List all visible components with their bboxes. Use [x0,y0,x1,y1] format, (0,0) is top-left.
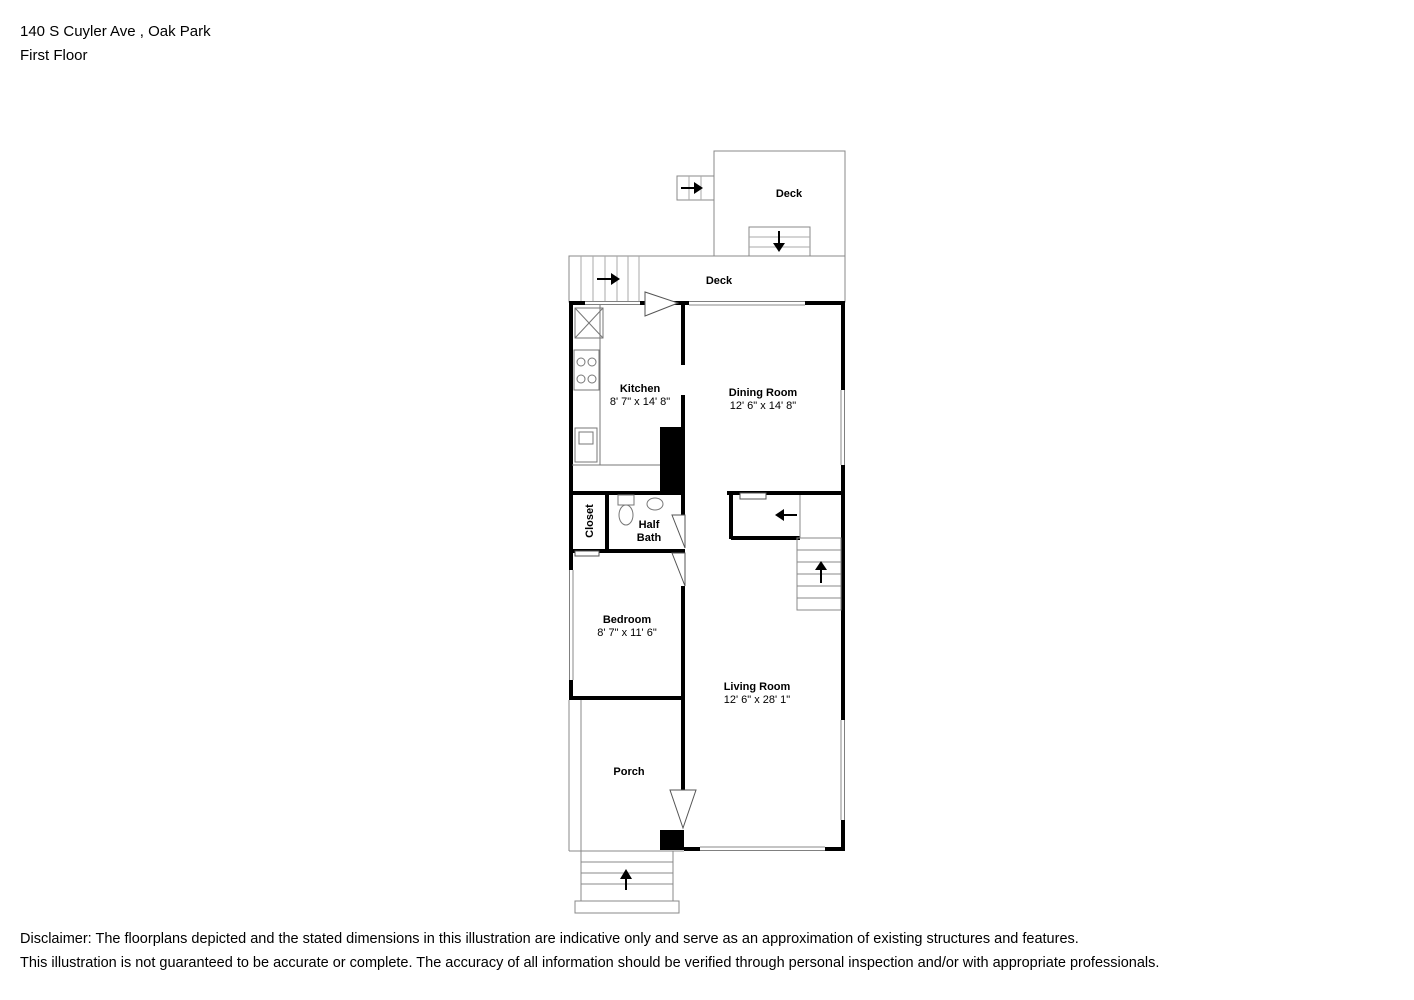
sink-icon [575,428,597,462]
bedroom-dims: 8' 7" x 11' 6" [597,627,657,639]
porch-label: Porch [613,766,645,778]
closet-label: Closet [584,504,596,538]
vanity-icon [647,498,663,510]
living-room-dims: 12' 6" x 28' 1" [723,694,791,706]
kitchen-label: Kitchen [619,383,661,395]
exterior-walls [569,303,845,850]
deck-upper-label: Deck [775,188,803,200]
interior-walls [571,303,845,790]
disclaimer-line-2: This illustration is not guaranteed to be accurate or complete. The accuracy of all information should be verified through personal inspection and/or with appropriate professionals. [20,955,1160,971]
upper-deck [677,151,845,256]
toilet-icon [618,495,634,505]
dining-room-dims: 12' 6" x 14' 8" [729,400,797,412]
bedroom-label: Bedroom [602,614,652,626]
doors [575,292,766,828]
floor-title: First Floor [20,47,88,64]
interior-stairs [797,495,841,610]
half-bath-label-line2: Bath [636,532,662,544]
deck-lower-label: Deck [705,275,733,287]
stove-icon [574,350,599,390]
dining-room-label: Dining Room [728,387,798,399]
address-title: 140 S Cuyler Ave , Oak Park [20,23,211,40]
half-bath-label-line1: Half [638,519,660,531]
disclaimer-line-1: Disclaimer: The floorplans depicted and the stated dimensions in this illustration are indicative only and serve as an approximation of existing structures and features. [20,931,1079,947]
kitchen-dims: 8' 7" x 14' 8" [609,396,671,408]
living-room-label: Living Room [723,681,791,693]
